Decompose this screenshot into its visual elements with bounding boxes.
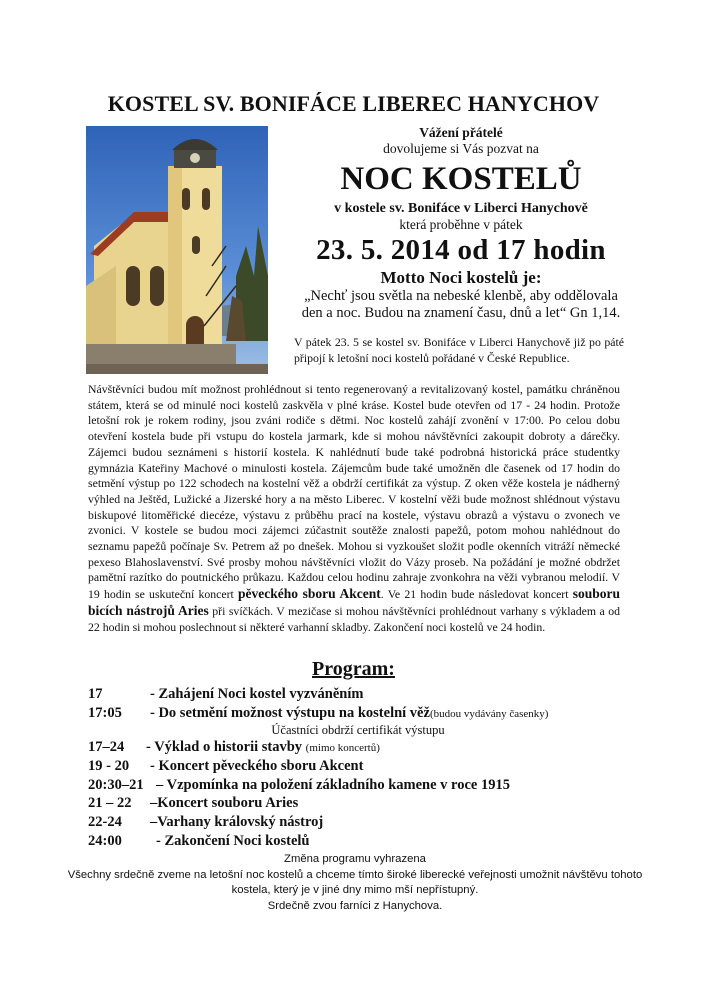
program-desc: - Zahájení Noci kostel vyzváněním — [150, 686, 364, 702]
body-bold-akcent: pěveckého sboru Akcent — [238, 586, 381, 602]
body-text-c: při svíčkách. V mezičase si mohou návštěvníci prohlédnout varhany s výkladem a od 22 hodin si mohou poslechnout si některé varhanní skladby. Zakončení noci kostelů ve 24 hodin. — [88, 603, 620, 634]
church-photo — [86, 126, 268, 374]
signoff: Srdečně zvou farníci z Hanychova. — [267, 899, 443, 912]
venue: v kostele sv. Bonifáce v Liberci Hanychově — [334, 201, 588, 216]
program-time: 19 - 20 — [88, 758, 130, 775]
program-time: 20:30–21 — [88, 776, 144, 793]
event-name: NOC KOSTELŮ — [340, 161, 582, 197]
program-note: (mimo koncertů) — [305, 742, 380, 755]
program-list — [88, 686, 628, 852]
program-desc: - Výklad o historii stavby — [146, 739, 303, 756]
program-desc: - Do setmění možnost výstupu na kostelní věž — [150, 704, 430, 721]
program-time: 24:00 — [88, 832, 122, 849]
invitation-intro — [296, 125, 626, 321]
program-time: 17 — [88, 686, 103, 702]
program-desc: –Varhany královský nástroj — [150, 814, 324, 831]
program-row — [88, 777, 628, 796]
body-bold-aries: souboru bicích nástrojů Aries — [88, 586, 620, 618]
program-desc: - Zakončení Noci kostelů — [156, 832, 310, 849]
program-change-note: Změna programu vyhrazena — [284, 853, 426, 865]
program-heading: Program: — [312, 658, 395, 680]
invite-text: dovolujeme si Vás pozvat na — [383, 141, 539, 156]
program-desc: –Koncert souboru Aries — [150, 795, 299, 812]
invitation-all: Všechny srdečně zveme na letošní noc kostelů a chceme tímto široké liberecké veřejnosti umožnit návštěvu tohoto kostela, který je v jiné dny mimo mší nepřístupný. — [67, 868, 643, 896]
motto-quote: „Nechť jsou světla na nebeské klenbě, aby oddělovala den a noc. Budou na znamení času, dnů a let“ Gn 1,14. — [301, 288, 621, 321]
program-desc: - Koncert pěveckého sboru Akcent — [150, 758, 364, 775]
program-row — [88, 814, 628, 833]
program-note: (budou vydávány časenky) — [429, 707, 549, 720]
program-time: 21 – 22 — [88, 795, 132, 812]
body-text-a: Návštěvníci budou mít možnost prohlédnout si tento regenerovaný a revitalizovaný kostel, památku chráněnou státem, která se od minulé noci kostelů zaskvěla v plné kráse. Kostel bude otevřen od 17 - 24 hodin. Protože letošní rok je rokem rodiny, jsou zváni rodiče s dětmi. Noc kostelů zahájí zvonění v 17:00. Po celou dobu otevření kostela bude při vstupu do kostela jarmark, kde si mohou návštěvníci zakoupit dobroty a dárečky. Zájemci budou seznámeni s historií kostela. K nahlédnutí bude také podrobná historická práce studentky gymnázia Kateřiny Machové o minulosti kostela. Zájemcům bude také umožněn dle časenek od 17 hodin do setmění výstup po 122 schodech na kostelní věž a obdrží certifikát za výstup. Z oken věže kostela je nádherný výhled na Ještěd, Lužické a Jizerské hory a na město Liberec. V kostelní věži bude možnost shlédnout výstavu biskupové litoměřické diecéze, výstavu z průběhu prací na kostele, výstavu obrazů a výstavu o zvonech ve zvonici. V kostele se budou moci zájemci zúčastnit soutěže znalosti papežů, potom mohou nahlédnout do seznamu papežů počínaje Sv. Petrem až po dnešek. Mohou si vyzkoušet složit podle okenních vitráží německé pexeso Blahoslavenství. Své prosby mohou návštěvníci vložit do Vázy proseb. Na požádání je možné obdržet pamětní razítko do poutnického průkazu. Každou celou hodinu zahraje zvonkohra na věži vybranou melodií. V 19 hodin se uskuteční koncert — [88, 382, 620, 602]
body-text-b: . Ve 21 hodin bude následovat koncert — [380, 587, 569, 602]
page-title: KOSTEL SV. BONIFÁCE LIBEREC HANYCHOV — [107, 91, 600, 116]
program-row — [88, 758, 628, 777]
program-time: 17:05 — [88, 704, 122, 721]
motto-heading: Motto Noci kostelů je: — [380, 268, 542, 287]
program-row — [88, 833, 628, 852]
program-time: 17–24 — [88, 739, 125, 756]
body-paragraph-2 — [88, 382, 620, 635]
body-paragraph-1: V pátek 23. 5 se kostel sv. Bonifáce v Liberci Hanychově již po páté připojí k letošní noci kostelů pořádané v České Republice. — [294, 335, 624, 365]
event-date: 23. 5. 2014 od 17 hodin — [316, 234, 606, 266]
certificate-note: Účastníci obdrží certifikát výstupu — [271, 723, 445, 738]
program-row — [88, 795, 628, 814]
program-row — [88, 705, 628, 724]
program-desc: – Vzpomínka na položení základního kamene v roce 1915 — [156, 776, 510, 793]
which-line: která proběhne v pátek — [399, 217, 523, 232]
program-row — [88, 686, 628, 705]
greeting: Vážení přátelé — [419, 125, 503, 140]
program-row — [88, 739, 628, 758]
program-time: 22-24 — [88, 814, 122, 831]
footer — [60, 852, 650, 914]
